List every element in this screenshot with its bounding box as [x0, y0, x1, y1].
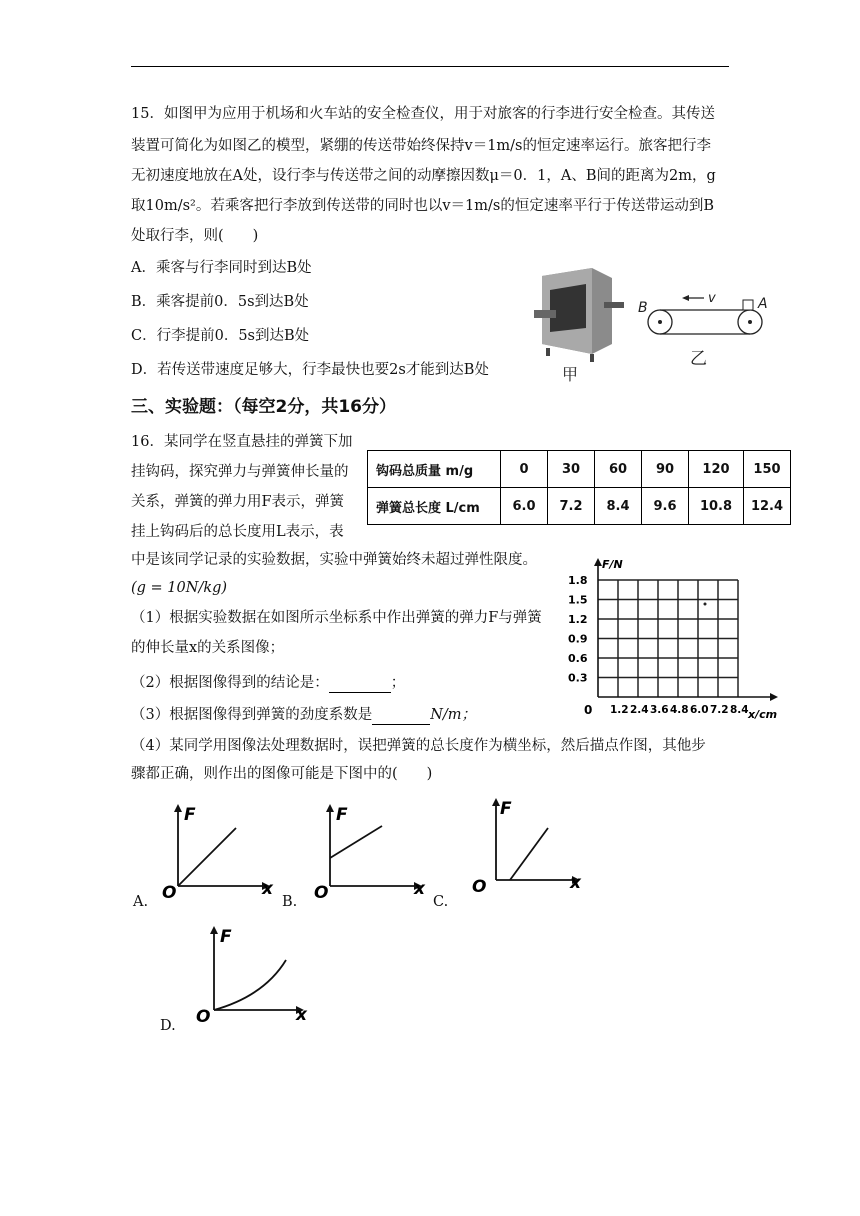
q15-line5: 处取行李，则( ) — [131, 228, 259, 244]
x-tick-label: 8.4 — [730, 704, 749, 716]
section-heading: 三、实验题：（每空2分，共16分） — [131, 397, 396, 417]
choice-a-line — [178, 828, 236, 886]
x-tick-label: 6.0 — [690, 704, 709, 716]
y-axis-arrow — [594, 558, 602, 566]
y-tick-label: 1.2 — [568, 613, 588, 626]
q15-option-b: B．乘客提前0．5s到达B处 — [131, 294, 309, 310]
x-tick-label: 3.6 — [650, 704, 669, 716]
luggage-box — [743, 300, 753, 310]
x-tick-label: 1.2 — [610, 704, 629, 716]
q16-g-note: (g = 10N/kg) — [131, 580, 228, 596]
table-cell: 7.2 — [548, 488, 595, 525]
fig-yi-label: 乙 — [690, 349, 707, 369]
grid-x-label: x/cm — [748, 708, 778, 721]
svg-text:O: O — [472, 877, 487, 896]
table-cell: 6.0 — [501, 488, 548, 525]
table-cell: 9.6 — [642, 488, 689, 525]
table-cell: 8.4 — [595, 488, 642, 525]
belt-label-a: A — [758, 296, 768, 312]
conveyor-figure — [634, 288, 780, 370]
svg-text:x: x — [414, 879, 425, 899]
q15-line4: 取10m/s²。若乘客把行李放到传送带的同时也以v＝1m/s的恒定速率平行于传送带运动到B — [131, 198, 714, 214]
svg-text:v: v — [708, 291, 716, 306]
choice-d-graph[interactable] — [194, 920, 314, 1026]
svg-text:O: O — [196, 1007, 211, 1026]
table-cell: 12.4 — [744, 488, 791, 525]
q15-option-c: C．行李提前0．5s到达B处 — [131, 328, 310, 344]
q16-sub3: （3）根据图像得到弹簧的劲度系数是 N/m； — [131, 704, 476, 725]
table-cell: 150 — [744, 451, 791, 488]
choice-b-graph[interactable] — [312, 800, 432, 902]
velocity-arrow — [682, 295, 689, 301]
fig-jia-label: 甲 — [562, 365, 579, 384]
data-table — [367, 450, 791, 525]
q16-intro-1: 16．某同学在竖直悬挂的弹簧下加 — [131, 434, 353, 450]
table-cell: 60 — [595, 451, 642, 488]
svg-text:F: F — [336, 805, 348, 825]
svg-text:F: F — [500, 799, 512, 819]
svg-text:x: x — [570, 873, 581, 893]
q16-sub4-a: （4）某同学用图像法处理数据时，误把弹簧的总长度作为横坐标，然后描点作图，其他步 — [131, 738, 706, 754]
choice-b-label[interactable]: B. — [282, 894, 298, 910]
y-tick-label: 0.6 — [568, 652, 588, 665]
table-row — [368, 451, 791, 488]
q15-option-a: A．乘客与行李同时到达B处 — [131, 260, 312, 276]
q16-line5: 中是该同学记录的实验数据，实验中弹簧始终未超过弹性限度。 — [131, 552, 537, 568]
q16-sub4-b: 骤都正确，则作出的图像可能是下图中的( ) — [131, 766, 433, 782]
svg-text:F: F — [220, 927, 232, 947]
table-header-mass: 钩码总质量 m/g — [368, 451, 501, 488]
x-axis-arrow — [770, 693, 778, 701]
q16-sub2: （2）根据图像得到的结论是： ； — [131, 672, 405, 693]
belt-label-b: B — [638, 300, 648, 316]
q16-intro-2: 挂钩码，探究弹力与弹簧伸长量的 — [131, 464, 349, 480]
choice-a-graph[interactable] — [160, 800, 280, 902]
y-tick-label: 1.5 — [568, 593, 588, 607]
answer-blank-conclusion[interactable] — [329, 672, 391, 693]
q15-line2: 装置可简化为如图乙的模型，紧绷的传送带始终保持v＝1m/s的恒定速率运行。旅客把行李 — [131, 138, 711, 154]
table-cell: 90 — [642, 451, 689, 488]
q16-intro-3: 关系，弹簧的弹力用F表示，弹簧 — [131, 494, 345, 510]
q15-option-d: D．若传送带速度足够大，行李最快也要2s才能到达B处 — [131, 362, 489, 378]
choice-d-label[interactable]: D. — [160, 1018, 176, 1034]
choice-c-label[interactable]: C. — [433, 894, 449, 910]
q16-sub1-b: 的伸长量x的关系图像； — [131, 640, 285, 656]
svg-text:O: O — [162, 883, 177, 902]
choice-b-line — [330, 826, 382, 858]
x-tick-label: 2.4 — [630, 704, 649, 716]
svg-text:x: x — [296, 1005, 307, 1025]
security-scanner-figure — [530, 262, 626, 386]
table-cell: 120 — [689, 451, 744, 488]
q15-line1: 15．如图甲为应用于机场和火车站的安全检查仪，用于对旅客的行李进行安全检查。其传送 — [131, 106, 715, 122]
table-row — [368, 488, 791, 525]
q16-intro-4: 挂上钩码后的总长度用L表示，表 — [131, 524, 344, 540]
svg-text:O: O — [314, 883, 329, 902]
force-extension-grid — [564, 552, 784, 724]
svg-text:F: F — [184, 805, 196, 825]
table-cell: 10.8 — [689, 488, 744, 525]
table-cell: 0 — [501, 451, 548, 488]
choice-a-label[interactable]: A. — [133, 894, 149, 910]
x-tick-label: 7.2 — [710, 704, 729, 716]
choice-c-graph[interactable] — [470, 794, 590, 896]
y-tick-label: 1.8 — [568, 574, 588, 587]
q16-sub1-a: （1）根据实验数据在如图所示坐标系中作出弹簧的弹力F与弹簧 — [131, 610, 542, 626]
grid-origin: 0 — [584, 703, 593, 717]
choice-c-line — [510, 828, 548, 880]
q15-line3: 无初速度地放在A处，设行李与传送带之间的动摩擦因数μ＝0．1，A、B间的距离为2m，g — [131, 168, 716, 184]
svg-text:x: x — [262, 879, 273, 899]
table-cell: 30 — [548, 451, 595, 488]
y-tick-label: 0.9 — [568, 632, 588, 646]
x-tick-label: 4.8 — [670, 704, 689, 716]
table-header-length: 弹簧总长度 L/cm — [368, 488, 501, 525]
y-tick-label: 0.3 — [568, 671, 588, 685]
grid-y-label: F/N — [602, 558, 623, 571]
choice-d-curve — [214, 960, 286, 1010]
answer-blank-stiffness[interactable] — [372, 704, 430, 725]
header-rule — [131, 66, 729, 67]
